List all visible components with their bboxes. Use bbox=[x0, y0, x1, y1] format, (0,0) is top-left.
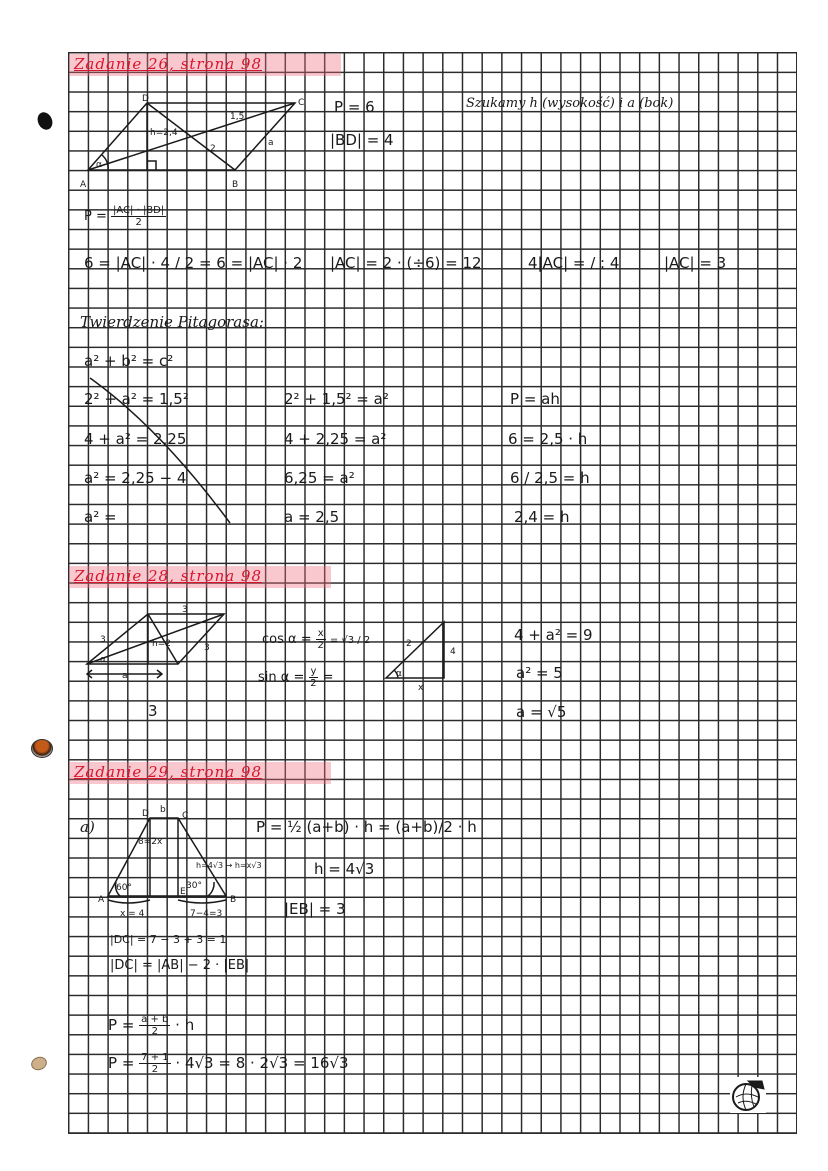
svg-text:x: x bbox=[418, 683, 424, 693]
area-formula-29: P = $\frac{a + b}{2}$ · h bbox=[108, 1014, 195, 1037]
height-calc-line: 2,4 = h bbox=[514, 508, 570, 526]
punch-hole-mark bbox=[35, 110, 55, 132]
dc-step: |DC| = |AB| − 2 · |EB| bbox=[110, 958, 250, 973]
svg-text:E: E bbox=[180, 887, 186, 897]
step-4: |AC| = 3 bbox=[664, 254, 727, 272]
side-calc-line: 4 + 2,25 = a² bbox=[284, 430, 387, 448]
strike-through-line bbox=[90, 378, 240, 528]
svg-text:C: C bbox=[182, 811, 189, 821]
crossed-line: a² = bbox=[84, 508, 117, 526]
svg-text:b: b bbox=[160, 805, 166, 815]
height-calc-line: 6 = 2,5 · h bbox=[508, 430, 588, 448]
svg-text:a: a bbox=[268, 138, 274, 148]
crossed-line: 2² + a² = 1,5² bbox=[84, 390, 189, 408]
svg-text:h=2: h=2 bbox=[152, 639, 171, 649]
pythagoras-formula: a² + b² = c² bbox=[84, 352, 174, 370]
height-calc-line: 6 / 2,5 = h bbox=[510, 469, 590, 487]
punch-hole-mark bbox=[29, 1055, 48, 1073]
svg-text:α: α bbox=[396, 669, 402, 679]
side-calc-line: 6,25 = a² bbox=[284, 469, 355, 487]
crossed-line: a² = 2,25 − 4 bbox=[84, 469, 187, 487]
eb-value: |EB| = 3 bbox=[284, 900, 346, 918]
area-result-29: P = $\frac{7 + 1}{2}$ · 4√3 = 8 · 2√3 = 16√3 bbox=[108, 1052, 349, 1075]
crossed-line: 4 + a² = 2,25 bbox=[84, 430, 187, 448]
svg-text:2: 2 bbox=[210, 144, 216, 154]
svg-text:60°: 60° bbox=[116, 883, 132, 893]
svg-text:3: 3 bbox=[100, 635, 106, 645]
svg-text:B: B bbox=[232, 180, 239, 190]
globe-logo-icon bbox=[730, 1077, 766, 1113]
given-area: P = 6 bbox=[334, 98, 375, 116]
svg-text:h=2,4: h=2,4 bbox=[150, 128, 178, 138]
part-a-label: a) bbox=[80, 818, 95, 836]
rhombus-figure-26 bbox=[80, 95, 310, 195]
svg-text:3: 3 bbox=[182, 605, 188, 615]
svg-text:A: A bbox=[98, 895, 105, 905]
svg-text:D: D bbox=[142, 809, 149, 819]
area-formula: P = $\frac{|AC| \cdot |BD|}{2}$ bbox=[84, 205, 165, 228]
svg-text:α: α bbox=[100, 655, 106, 665]
svg-text:C: C bbox=[298, 98, 305, 108]
pythagoras-title: Twierdzenie Pitagorasa: bbox=[80, 313, 264, 331]
rhombus-figure-28 bbox=[82, 605, 252, 722]
right-triangle-figure bbox=[384, 620, 464, 693]
given-bd: |BD| = 4 bbox=[330, 131, 394, 149]
dc-step: |DC| = 7 − 3 + 3 = 1 bbox=[110, 933, 227, 946]
task-29-title: Zadanie 29, strona 98 bbox=[74, 763, 263, 781]
svg-text:A: A bbox=[80, 180, 87, 190]
task-28-calc-line: a² = 5 bbox=[516, 664, 563, 682]
svg-text:3: 3 bbox=[148, 702, 158, 720]
task-28-title: Zadanie 28, strona 98 bbox=[74, 567, 263, 585]
sin-formula: sin α = $\frac{y}{2}$ = bbox=[258, 666, 334, 689]
svg-text:x = 4: x = 4 bbox=[120, 909, 145, 919]
svg-text:B: B bbox=[230, 895, 237, 905]
goal-text: Szukamy h (wysokość) i a (bok) bbox=[466, 96, 674, 111]
step-3: 4|AC| = / : 4 bbox=[528, 254, 620, 272]
side-calc-line: a = 2,5 bbox=[284, 508, 340, 526]
svg-text:7−4=3: 7−4=3 bbox=[190, 909, 223, 919]
height-calc-line: P = ah bbox=[510, 390, 560, 408]
cos-formula: cos α = $\frac{x}{2}$ = √3 / 2 bbox=[262, 628, 371, 651]
svg-text:2: 2 bbox=[406, 639, 412, 649]
svg-text:α: α bbox=[96, 160, 102, 170]
svg-text:h=4√3 → h=x√3: h=4√3 → h=x√3 bbox=[196, 861, 262, 870]
svg-text:30°: 30° bbox=[186, 881, 202, 891]
task-28-calc-line: a = √5 bbox=[516, 703, 567, 721]
punch-hole-mark bbox=[31, 739, 53, 758]
svg-text:a: a bbox=[122, 671, 128, 681]
trapezoid-area-formula: P = ½ (a+b) · h = (a+b)/2 · h bbox=[256, 818, 477, 836]
svg-text:4: 4 bbox=[450, 647, 456, 657]
side-calc-line: 2² + 1,5² = a² bbox=[284, 390, 389, 408]
svg-text:8=2x: 8=2x bbox=[138, 837, 163, 847]
task-28-calc-line: 4 + a² = 9 bbox=[514, 626, 593, 644]
svg-text:3: 3 bbox=[204, 643, 210, 653]
h-value: h = 4√3 bbox=[314, 860, 375, 878]
step-1: 6 = |AC| · 4 / 2 = 6 = |AC| · 2 bbox=[84, 254, 303, 272]
task-26-title: Zadanie 26, strona 98 bbox=[74, 55, 263, 73]
svg-text:D: D bbox=[142, 94, 149, 104]
svg-text:1,5: 1,5 bbox=[230, 112, 245, 122]
step-2: |AC| = 2 · (÷6) = 12 bbox=[330, 254, 482, 272]
